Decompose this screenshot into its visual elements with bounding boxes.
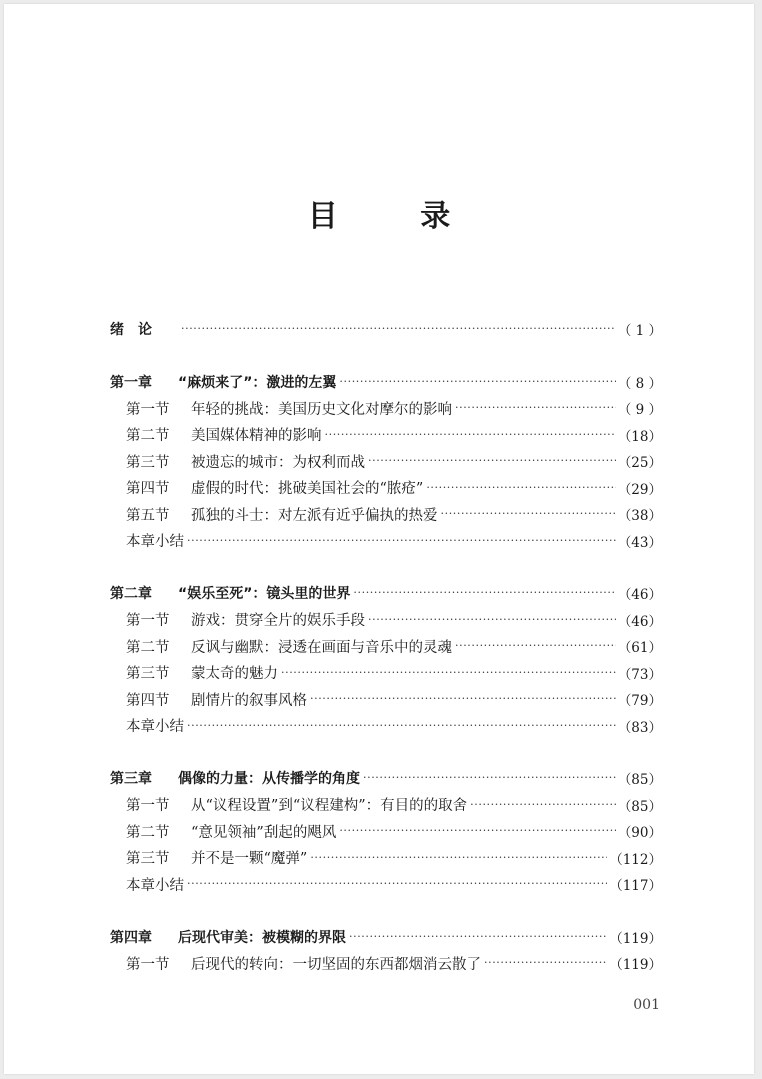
toc-page-number: （25） bbox=[617, 455, 662, 472]
leader-dots bbox=[353, 585, 615, 601]
toc-page-number: （29） bbox=[617, 481, 662, 498]
leader-dots bbox=[339, 374, 615, 390]
toc-page-number: （83） bbox=[617, 719, 662, 736]
toc-entry-label: 第三节 被遗忘的城市：为权利而战 bbox=[126, 454, 365, 471]
toc-section[interactable] bbox=[110, 501, 662, 528]
leader-dots bbox=[339, 823, 615, 839]
toc-entry-label: 第一节 从“议程设置”到“议程建构”：有目的的取舍 bbox=[126, 798, 468, 815]
toc-entry-label: 本章小结 bbox=[126, 877, 184, 894]
document-page bbox=[4, 4, 754, 1074]
toc-page-number: （43） bbox=[617, 534, 662, 551]
toc-section-summary[interactable] bbox=[110, 528, 662, 555]
toc-page-number: （ 1 ） bbox=[617, 323, 662, 340]
toc-page-number: （61） bbox=[617, 640, 662, 657]
page-title: 目 录 bbox=[307, 199, 487, 234]
leader-dots bbox=[441, 506, 616, 522]
toc-chapter-1[interactable] bbox=[110, 369, 662, 396]
leader-dots bbox=[281, 665, 616, 681]
leader-dots bbox=[187, 718, 616, 734]
leader-dots bbox=[187, 876, 607, 892]
leader-dots bbox=[310, 850, 607, 866]
toc-entry-label: 第二章 “娱乐至死”：镜头里的世界 bbox=[110, 586, 351, 603]
toc-entry-label: 第二节 “意见领袖”刮起的飓风 bbox=[126, 824, 337, 841]
toc-entry-label: 第三节 并不是一颗“魔弹” bbox=[126, 851, 308, 868]
leader-dots bbox=[363, 770, 616, 786]
toc-page-number: （85） bbox=[617, 772, 662, 789]
toc-section[interactable] bbox=[110, 818, 662, 845]
leader-dots bbox=[455, 638, 616, 654]
toc-section[interactable] bbox=[110, 845, 662, 872]
toc-section[interactable] bbox=[110, 422, 662, 449]
toc-section[interactable] bbox=[110, 660, 662, 687]
toc-entry-label: 第一节 游戏：贯穿全片的娱乐手段 bbox=[126, 613, 365, 630]
toc-entry-label: 本章小结 bbox=[126, 719, 184, 736]
toc-page-number: （73） bbox=[617, 666, 662, 683]
toc-entry-label: 第三章 偶像的力量：从传播学的角度 bbox=[110, 771, 360, 788]
toc-entry-label: 第三节 蒙太奇的魅力 bbox=[126, 666, 278, 683]
toc-entry-label: 第二节 美国媒体精神的影响 bbox=[126, 428, 322, 445]
toc-page-number: （112） bbox=[609, 851, 662, 868]
toc-section[interactable] bbox=[110, 448, 662, 475]
leader-dots bbox=[368, 612, 616, 628]
toc-section-summary[interactable] bbox=[110, 713, 662, 740]
leader-dots bbox=[310, 691, 616, 707]
toc-page-number: （117） bbox=[609, 878, 662, 895]
toc-entry-label: 第四节 剧情片的叙事风格 bbox=[126, 692, 307, 709]
toc-page-number: （ 9 ） bbox=[617, 402, 662, 419]
leader-dots bbox=[484, 955, 607, 971]
toc-section[interactable] bbox=[110, 950, 662, 977]
leader-dots bbox=[187, 533, 616, 549]
page-folio-number: 001 bbox=[633, 997, 660, 1013]
toc-chapter-2[interactable] bbox=[110, 580, 662, 607]
toc-page-number: （119） bbox=[609, 930, 662, 947]
toc-entry-intro[interactable] bbox=[110, 316, 662, 343]
leader-dots bbox=[181, 321, 616, 337]
leader-dots bbox=[368, 453, 616, 469]
toc-chapter-3[interactable] bbox=[110, 765, 662, 792]
toc-entry-label: 第四章 后现代审美：被模糊的界限 bbox=[110, 929, 346, 946]
toc-entry-label: 第一节 后现代的转向：一切坚固的东西都烟消云散了 bbox=[126, 956, 481, 973]
leader-dots bbox=[325, 427, 616, 443]
toc-section[interactable] bbox=[110, 686, 662, 713]
toc-page-number: （18） bbox=[617, 428, 662, 445]
toc-entry-label: 第二节 反讽与幽默：浸透在画面与音乐中的灵魂 bbox=[126, 639, 452, 656]
toc-page-number: （46） bbox=[617, 587, 662, 604]
toc-section[interactable] bbox=[110, 792, 662, 819]
toc-entry-label: 第四节 虚假的时代：挑破美国社会的“脓疮” bbox=[126, 481, 424, 498]
toc-entry-label: 第一节 年轻的挑战：美国历史文化对摩尔的影响 bbox=[126, 401, 452, 418]
toc-section[interactable] bbox=[110, 475, 662, 502]
toc-page-number: （ 8 ） bbox=[617, 375, 662, 392]
toc-section[interactable] bbox=[110, 633, 662, 660]
toc-page-number: （79） bbox=[617, 693, 662, 710]
toc-page-number: （38） bbox=[617, 508, 662, 525]
leader-dots bbox=[455, 400, 616, 416]
toc-page-number: （90） bbox=[617, 825, 662, 842]
toc-chapter-4[interactable] bbox=[110, 924, 662, 951]
leader-dots bbox=[426, 480, 615, 496]
leader-dots bbox=[470, 797, 616, 813]
toc-page-number: （85） bbox=[617, 798, 662, 815]
toc-page-number: （46） bbox=[617, 613, 662, 630]
toc-entry-label: 本章小结 bbox=[126, 534, 184, 551]
leader-dots bbox=[349, 929, 607, 945]
table-of-contents bbox=[110, 316, 662, 977]
toc-page-number: （119） bbox=[609, 957, 662, 974]
toc-section[interactable] bbox=[110, 607, 662, 634]
toc-section-summary[interactable] bbox=[110, 871, 662, 898]
toc-entry-label: 第五节 孤独的斗士：对左派有近乎偏执的热爱 bbox=[126, 507, 438, 524]
toc-entry-label: 绪 论 bbox=[110, 322, 152, 339]
toc-entry-label: 第一章 “麻烦来了”：激进的左翼 bbox=[110, 374, 337, 391]
toc-section[interactable] bbox=[110, 395, 662, 422]
